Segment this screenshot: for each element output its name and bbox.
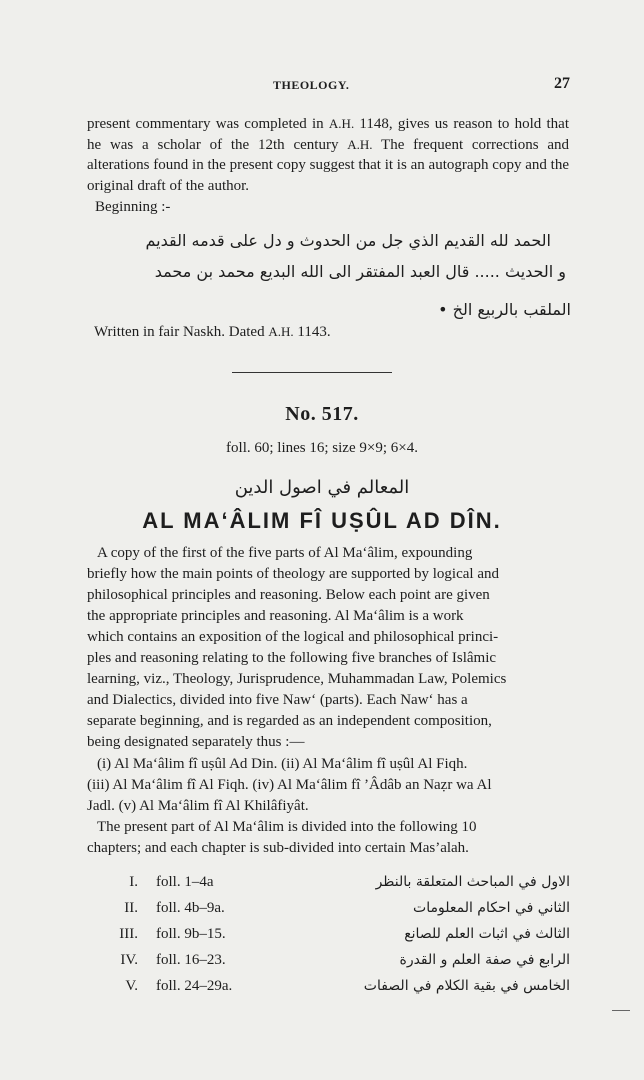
margin-mark — [612, 1010, 630, 1011]
beginning-arabic-1: الحمد لله القديم الذي جل من الحدوث و دل على قدمه القديم — [145, 231, 551, 250]
folio-info: foll. 60; lines 16; size 9×9; 6×4. — [226, 440, 418, 456]
written-text: Written in fair Naskh. Dated — [94, 324, 269, 340]
chapter-number: IV. — [120, 952, 138, 968]
chapter-folio: foll. 24–29a. — [156, 978, 233, 994]
intro-text-b: 1148, gives us reason to hold that he was a scholar of the 12th century — [87, 116, 569, 153]
header-title: THEOLOGY. — [273, 78, 350, 92]
description-line: (i) Al Ma‘âlim fî uṣûl Ad Din. (ii) Al Ma‘âlim fî uṣûl Al Fiqh. — [97, 756, 468, 772]
description-line: The present part of Al Ma‘âlim is divided into the following 10 — [97, 819, 477, 835]
description-line: philosophical principles and reasoning. Below each point are given — [87, 587, 490, 603]
chapter-folio: foll. 4b–9a. — [156, 900, 225, 916]
chapter-arabic: الثالث في اثبات العلم للصانع — [404, 926, 570, 942]
description-line: Jadl. (v) Al Ma‘âlim fî Al Khilâfiyât. — [87, 798, 309, 814]
description-line: the appropriate principles and reasoning. Al Ma‘âlim is a work — [87, 608, 464, 624]
intro-ah-2: A.H. — [347, 136, 373, 152]
chapter-number: I. — [129, 874, 138, 890]
description-line: learning, viz., Theology, Jurisprudence, Muhammadan Law, Polemics — [87, 671, 507, 687]
chapter-arabic: الاول في المباحث المتعلقة بالنظر — [375, 874, 570, 890]
description-line: and Dialectics, divided into five Naw‘ (parts). Each Naw‘ has a — [87, 692, 468, 708]
description-line: A copy of the first of the five parts of Al Ma‘âlim, expounding — [97, 545, 473, 561]
beginning-arabic-2: و الحديث ..... قال العبد المفتقر الى الله البديع محمد بن محمد — [154, 262, 566, 281]
intro-ah-1: A.H. — [328, 116, 355, 131]
description-line: (iii) Al Ma‘âlim fî Al Fiqh. (iv) Al Ma‘âlim fî ’Âdâb an Naẓr wa Al — [87, 777, 492, 793]
intro-paragraph — [87, 114, 569, 196]
chapter-folio: foll. 1–4a — [156, 874, 214, 890]
chapter-number: V. — [125, 978, 138, 994]
arabic-title: المعالم في اصول الدين — [234, 477, 410, 498]
description-line: briefly how the main points of theology are supported by logical and — [87, 566, 499, 582]
chapter-arabic: الخامس في بقية الكلام في الصفات — [363, 978, 570, 994]
page-number: 27 — [554, 75, 570, 92]
intro-text-a: present commentary was completed in — [87, 116, 329, 132]
work-title: AL MA‘ÂLIM FÎ UṢÛL AD DÎN. — [142, 508, 502, 533]
written-line — [94, 324, 331, 341]
beginning-arabic-3: الملقب بالربيع الخ • — [438, 300, 571, 319]
chapter-arabic: الرابع في صفة العلم و القدرة — [399, 952, 570, 968]
intro-text-c: The frequent corrections and alterations found in the present copy suggest that it is an autograph copy and the original draft of the author. — [87, 136, 569, 194]
beginning-label: Beginning :- — [95, 199, 171, 215]
written-ah: A.H. — [268, 324, 294, 339]
chapter-folio: foll. 9b–15. — [156, 926, 226, 942]
description-line: separate beginning, and is regarded as an independent composition, — [87, 713, 492, 729]
entry-number: No. 517. — [285, 403, 359, 425]
description-line: ples and reasoning relating to the following five branches of Islâmic — [87, 650, 497, 666]
written-year: 1143. — [293, 324, 331, 340]
chapter-folio: foll. 16–23. — [156, 952, 226, 968]
chapter-number: II. — [124, 900, 138, 916]
description-line: being designated separately thus :— — [87, 734, 305, 750]
running-header — [88, 75, 570, 98]
description-line: chapters; and each chapter is sub-divided into certain Mas’alah. — [87, 840, 469, 856]
chapter-arabic: الثاني في احكام المعلومات — [413, 900, 570, 916]
section-divider — [232, 372, 392, 373]
chapter-number: III. — [119, 926, 138, 942]
description-line: which contains an exposition of the logical and philosophical princi- — [87, 629, 499, 645]
